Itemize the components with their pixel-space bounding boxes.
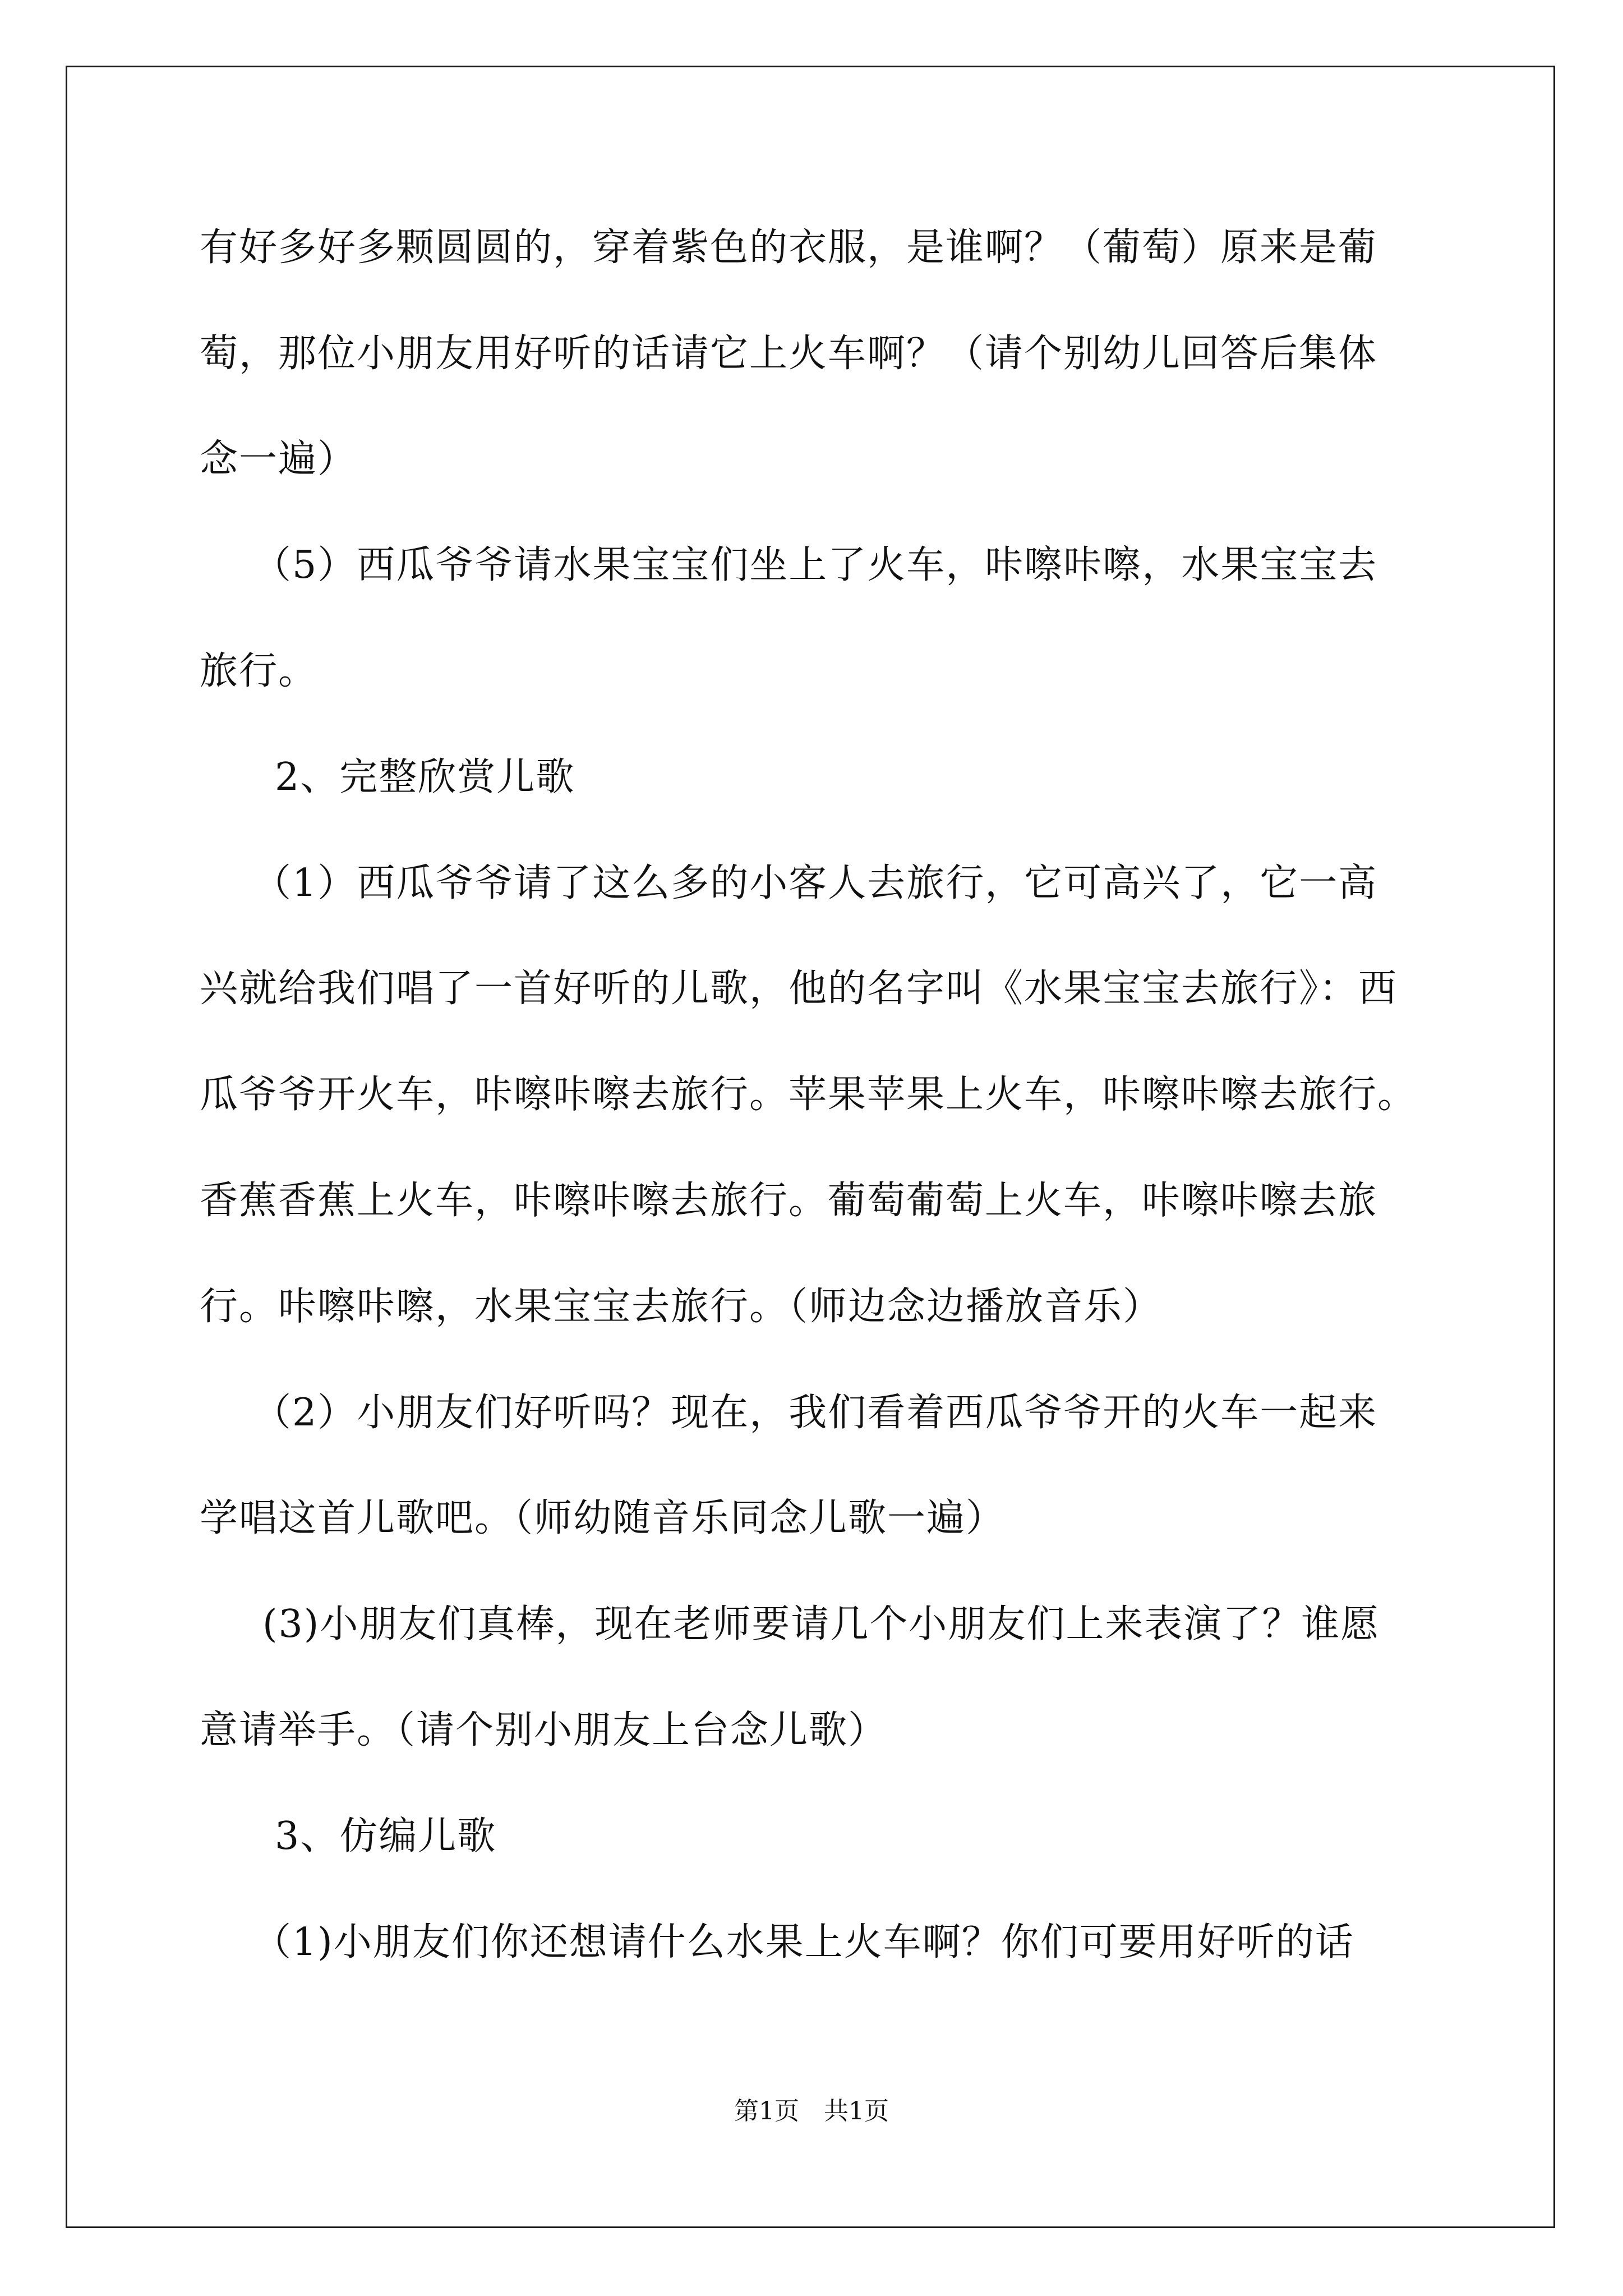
text-line: 兴就给我们唱了一首好听的儿歌，他的名字叫《水果宝宝去旅行》：西: [200, 967, 1398, 1011]
text-line: （1)小朋友们你还想请什么水果上火车啊？你们可要用好听的话: [253, 1920, 1354, 1964]
text-line: （5）西瓜爷爷请水果宝宝们坐上了火车，咔嚓咔嚓，水果宝宝去: [253, 543, 1378, 587]
page-footer: 第1页 共1页: [734, 2097, 889, 2125]
text-line: 香蕉香蕉上火车，咔嚓咔嚓去旅行。葡萄葡萄上火车，咔嚓咔嚓去旅: [200, 1179, 1378, 1223]
text-line: 意请举手。（请个别小朋友上台念儿歌）: [200, 1708, 888, 1752]
text-line: （2）小朋友们好听吗？现在，我们看着西瓜爷爷开的火车一起来: [253, 1391, 1378, 1435]
section-heading: 2、完整欣赏儿歌: [275, 755, 575, 799]
text-line: (3)小朋友们真棒，现在老师要请几个小朋友们上来表演了？谁愿: [262, 1602, 1380, 1646]
text-line: 行。咔嚓咔嚓，水果宝宝去旅行。（师边念边播放音乐）: [200, 1285, 1163, 1329]
text-line: （1）西瓜爷爷请了这么多的小客人去旅行，它可高兴了，它一高: [253, 861, 1378, 905]
text-line: 有好多好多颗圆圆的，穿着紫色的衣服，是谁啊？（葡萄）原来是葡: [200, 226, 1378, 270]
text-line: 念一遍）: [200, 437, 357, 481]
section-heading: 3、仿编儿歌: [275, 1814, 497, 1858]
text-line: 瓜爷爷开火车，咔嚓咔嚓去旅行。苹果苹果上火车，咔嚓咔嚓去旅行。: [200, 1073, 1417, 1117]
page-border: [66, 66, 1555, 2228]
text-line: 旅行。: [200, 649, 318, 693]
text-line: 萄，那位小朋友用好听的话请它上火车啊？（请个别幼儿回答后集体: [200, 332, 1378, 376]
text-line: 学唱这首儿歌吧。（师幼随音乐同念儿歌一遍）: [200, 1496, 1006, 1540]
